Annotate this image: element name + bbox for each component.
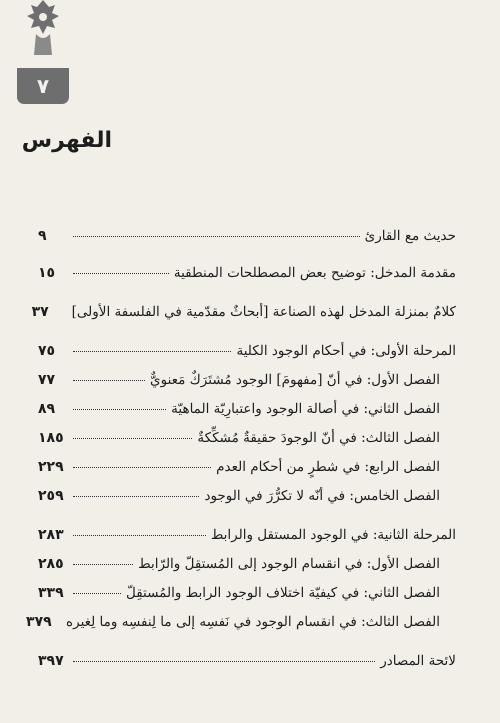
toc-entry-page: ٣٩٧ — [38, 653, 64, 669]
table-of-contents — [26, 222, 456, 676]
toc-entry-page: ٢٨٥ — [38, 556, 64, 572]
dot-leader — [73, 379, 145, 381]
toc-entry-s1-ch2[interactable] — [38, 395, 456, 424]
toc-title: الفهرس — [21, 128, 112, 153]
dot-leader — [73, 272, 169, 274]
toc-entry-sources[interactable] — [38, 647, 456, 676]
toc-entry-page: ٣٣٩ — [38, 585, 64, 601]
dot-leader — [73, 408, 166, 410]
toc-entry-label: مقدمة المدخل: توضيح بعض المصطلحات المنطقية — [173, 265, 456, 281]
dot-leader — [73, 437, 192, 439]
toc-entry-page: ١٥ — [38, 265, 56, 281]
toc-entry-reader[interactable] — [38, 222, 456, 251]
toc-entry-stage-1[interactable] — [38, 337, 456, 366]
dot-leader — [73, 660, 375, 662]
dot-leader — [73, 592, 121, 594]
toc-entry-label: الفصل الثالث: في انقسام الوجود في نَفسِه إلى ما لِنفسِه وما لِغيره — [66, 614, 440, 630]
ornament-icon — [22, 0, 64, 55]
toc-entry-label: لائحة المصادر — [380, 653, 456, 669]
toc-entry-label: المرحلة الأولى: في أحكام الوجود الكلية — [236, 343, 456, 359]
toc-entry-page: ٢٥٩ — [38, 488, 64, 504]
toc-entry-label: الفصل الخامس: في أنّه لا تكرُّرَ في الوجود — [204, 488, 440, 504]
dot-leader — [73, 466, 211, 468]
toc-entry-label: المرحلة الثانية: في الوجود المستقل والرابط — [210, 527, 456, 543]
toc-entry-s1-ch3[interactable] — [38, 424, 456, 453]
toc-entry-label: الفصل الأول: في أنّ [مفهومَ] الوجود مُشتَرَكٌ مَعنويٌّ — [150, 372, 440, 388]
page-number: ٧ — [17, 68, 69, 104]
toc-entry-page: ٨٩ — [38, 401, 56, 417]
toc-entry-preface[interactable] — [31, 298, 456, 327]
toc-entry-page: ١٨٥ — [38, 430, 64, 446]
toc-entry-label: الفصل الثالث: في أنّ الوجودَ حقيقةٌ مُشكِّكةٌ — [197, 430, 440, 446]
toc-entry-s2-ch3[interactable] — [26, 608, 456, 637]
dot-leader — [73, 563, 133, 565]
toc-entry-page: ٧٥ — [38, 343, 56, 359]
toc-entry-label: الفصل الثاني: في كيفيّة اختلاف الوجود الرابط والمُستقِلّ — [125, 585, 440, 601]
dot-leader — [73, 350, 231, 352]
toc-entry-s2-ch1[interactable] — [38, 550, 456, 579]
toc-entry-stage-2[interactable] — [38, 521, 456, 550]
toc-entry-label: الفصل الأول: في انقسام الوجود إلى المُستقِلّ والرّابط — [138, 556, 440, 572]
dot-leader — [73, 235, 360, 237]
toc-entry-page: ٢٢٩ — [38, 459, 64, 475]
toc-entry-page: ٢٨٣ — [38, 527, 64, 543]
toc-entry-label: كلامٌ بمنزلة المدخل لهذه الصناعة [أبحاثٌ مقدّمية في الفلسفة الأولى] — [71, 304, 456, 320]
toc-entry-s1-ch1[interactable] — [38, 366, 456, 395]
dot-leader — [73, 534, 206, 536]
toc-entry-s2-ch2[interactable] — [38, 579, 456, 608]
toc-entry-label: الفصل الرابع: في شطرٍ من أحكام العدم — [216, 459, 440, 475]
toc-entry-s1-ch5[interactable] — [38, 482, 456, 511]
dot-leader — [73, 495, 199, 497]
toc-entry-intro[interactable] — [38, 259, 456, 288]
toc-entry-label: الفصل الثاني: في أصالة الوجود واعتبارِيّة الماهيّة — [171, 401, 440, 417]
toc-entry-label: حديث مع القارئ — [364, 228, 456, 244]
toc-entry-page: ٣٧ — [31, 304, 49, 320]
toc-entry-s1-ch4[interactable] — [38, 453, 456, 482]
toc-entry-page: ٧٧ — [38, 372, 56, 388]
toc-entry-page: ٣٧٩ — [26, 614, 52, 630]
toc-entry-page: ٩ — [38, 228, 47, 244]
